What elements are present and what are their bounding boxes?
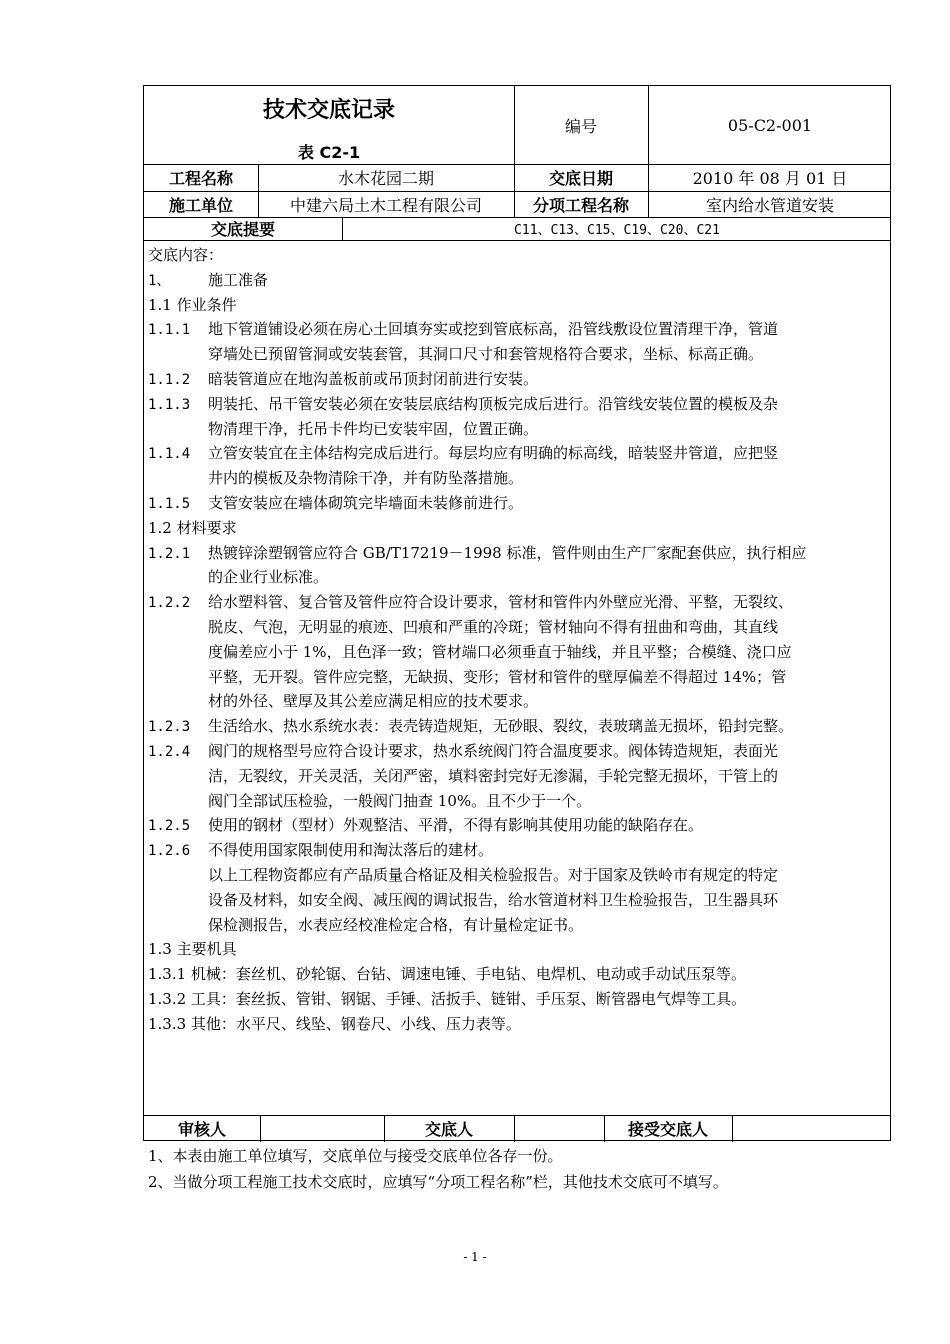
clause-number: 1.2.3 — [148, 719, 191, 736]
content-line — [148, 937, 237, 962]
clause-number: 1.1.2 — [148, 372, 191, 388]
form-number: 表 C2-1 — [297, 142, 361, 162]
content-line — [148, 615, 778, 640]
clause-number: 1.2.6 — [148, 843, 191, 860]
clause-number: 1.1.4 — [148, 446, 191, 463]
clause-text: 穿墙处已预留管洞或安装套管，其洞口尺寸和套管规格符合要求，坐标、标高正确。 — [208, 345, 764, 364]
content-line — [148, 888, 778, 913]
disclosure-date-value: 2010 年 08 月 01 日 — [692, 169, 848, 188]
construction-unit-value: 中建六局土木工程有限公司 — [289, 195, 482, 215]
clause-number: 1.1.3 — [148, 396, 191, 413]
content-line — [148, 764, 778, 789]
content-line — [148, 268, 268, 294]
clause-text: 设备及材料，如安全阀、减压阀的调试报告，给水管道材料卫生检验报告，卫生器具环 — [208, 890, 779, 909]
content-line — [148, 813, 703, 839]
clause-number: 1.2.1 — [148, 545, 191, 562]
content-line — [148, 714, 793, 740]
clause-text: 1.1 作业条件 — [148, 295, 237, 314]
content-line — [148, 689, 538, 714]
content-line — [148, 665, 786, 690]
clause-text: 平整，无开裂。管件应完整，无缺损、变形；管材和管件的壁厚偏差不得超过 14%；管 — [208, 667, 787, 686]
content-line — [148, 565, 328, 590]
clause-number: 1.1.5 — [148, 496, 191, 512]
summary-label: 交底提要 — [210, 220, 275, 239]
content-line — [148, 987, 746, 1012]
sub-project-label: 分项工程名称 — [532, 195, 629, 215]
discloser-signature — [514, 1115, 604, 1142]
construction-unit-label: 施工单位 — [168, 195, 233, 215]
clause-number: 1、 — [148, 272, 171, 289]
clause-text: 的企业行业标准。 — [208, 568, 329, 587]
clause-text: 井内的模板及杂物清除干净，并有防坠落措施。 — [208, 469, 524, 488]
clause-text: 暗装管道应在地沟盖板前或吊顶封闭前进行安装。 — [208, 370, 539, 388]
clause-text: 明装托、吊干管安装必须在安装层底结构顶板完成后进行。沿管线安装位置的模板及杂 — [208, 394, 779, 413]
clause-text: 1.3.2 工具：套丝扳、管钳、钢锯、手锤、活扳手、链钳、手压泵、断管器电气焊等工具。 — [148, 990, 746, 1008]
clause-text: 洁，无裂纹，开关灵活，关闭严密，填料密封完好无渗漏，手轮完整无损坏，干管上的 — [208, 766, 779, 785]
summary-value: C11、C13、C15、C19、C20、C21 — [514, 223, 720, 238]
clause-text: 使用的钢材（型材）外观整洁、平滑，不得有影响其使用功能的缺陷存在。 — [208, 816, 704, 835]
clause-text: 1.3 主要机具 — [148, 940, 237, 959]
clause-text: 1.3.3 其他：水平尺、线坠、钢卷尺、小线、压力表等。 — [148, 1014, 521, 1033]
content-line — [148, 466, 523, 491]
content-line — [148, 293, 237, 318]
clause-text: 生活给水、热水系统水表：表壳铸造规矩，无砂眼、裂纹，表玻璃盖无损坏，铅封完整。 — [208, 717, 794, 736]
discloser-label: 交底人 — [424, 1120, 473, 1139]
reviewer-label: 审核人 — [177, 1120, 226, 1139]
clause-number: 1.1.1 — [148, 322, 191, 339]
number-label: 编号 — [564, 116, 597, 136]
form-title: 技术交底记录 — [262, 97, 395, 123]
clause-text: 度偏差应小于 1%，且色泽一致；管材端口必须垂直于轴线，并且平整；合模缝、浇口应 — [208, 642, 792, 661]
footnotes — [148, 1143, 728, 1195]
receiver-signature — [732, 1115, 892, 1142]
content-line — [148, 590, 793, 616]
clause-text: 不得使用国家限制使用和淘汰落后的建材。 — [208, 841, 494, 860]
clause-text: 阀门的规格型号应符合设计要求，热水系统阀门符合温度要求。阀体铸造规矩，表面光 — [208, 742, 779, 760]
reviewer-signature — [260, 1115, 384, 1142]
footnote-2: 2、当做分项工程施工技术交底时，应填写“分项工程名称”栏，其他技术交底可不填写。 — [148, 1173, 728, 1191]
project-name-label: 工程名称 — [168, 169, 233, 188]
number-value: 05-C2-001 — [727, 115, 813, 135]
content-line — [148, 317, 778, 343]
content-line — [148, 541, 807, 567]
clause-text: 热镀锌涂塑钢管应符合 GB/T17219－1998 标准，管件则由生产厂家配套供应，执行相应 — [208, 543, 807, 562]
content-line — [148, 913, 583, 938]
content-line — [148, 392, 778, 418]
clause-text: 以上工程物资都应有产品质量合格证及相关检验报告。对于国家及铁岭市有规定的特定 — [208, 866, 779, 884]
content-line — [148, 640, 792, 665]
content-line — [148, 863, 778, 888]
clause-text: 材的外径、壁厚及其公差应满足相应的技术要求。 — [208, 692, 539, 711]
content-line — [148, 417, 538, 442]
content-line — [148, 441, 778, 467]
content-line — [148, 838, 493, 864]
clause-text: 1.2 材料要求 — [148, 518, 237, 537]
clause-text: 1.3.1 机械：套丝机、砂轮锯、台钻、调速电锤、手电钻、电焊机、电动或手动试压泵等。 — [148, 965, 746, 984]
content-line — [148, 962, 746, 987]
disclosure-date-label: 交底日期 — [548, 169, 613, 188]
clause-number: 1.2.4 — [148, 744, 191, 760]
content-line — [148, 739, 778, 765]
clause-text: 阀门全部试压检验，一般阀门抽查 10%。且不少于一个。 — [208, 791, 592, 810]
content-line — [148, 342, 763, 367]
page-number: - 1 - — [463, 1250, 487, 1264]
content-line — [148, 1012, 521, 1037]
clause-text: 立管安装宜在主体结构完成后进行。每层均应有明确的标高线，暗装竖井管道，应把竖 — [208, 444, 779, 463]
clause-number: 1.2.5 — [148, 818, 191, 835]
content-line — [148, 789, 591, 814]
receiver-label: 接受交底人 — [627, 1120, 708, 1139]
clause-text: 保检测报告，水表应经校准检定合格，有计量检定证书。 — [208, 915, 584, 934]
content-line — [148, 516, 237, 541]
footnote-1: 1、本表由施工单位填写，交底单位与接受交底单位各存一份。 — [148, 1147, 563, 1165]
content-line — [148, 367, 538, 393]
clause-text: 给水塑料管、复合管及管件应符合设计要求，管材和管件内外壁应光滑、平整，无裂纹、 — [208, 593, 794, 612]
content-line — [148, 491, 523, 517]
clause-number: 1.2.2 — [148, 595, 191, 612]
sub-project-value: 室内给水管道安装 — [705, 195, 834, 215]
content-heading: 交底内容： — [148, 246, 224, 264]
clause-text: 物清理干净，托吊卡件均已安装牢固，位置正确。 — [208, 419, 539, 438]
clause-text: 支管安装应在墙体砌筑完毕墙面未装修前进行。 — [208, 494, 524, 512]
project-name-value: 水木花园二期 — [337, 169, 434, 188]
clause-text: 地下管道铺设必须在房心土回填夯实或挖到管底标高，沿管线敷设位置清理干净，管道 — [208, 320, 779, 339]
clause-text: 脱皮、气泡，无明显的痕迹、凹痕和严重的冷斑；管材轴向不得有扭曲和弯曲，其直线 — [208, 618, 779, 636]
clause-text: 施工准备 — [208, 270, 269, 289]
